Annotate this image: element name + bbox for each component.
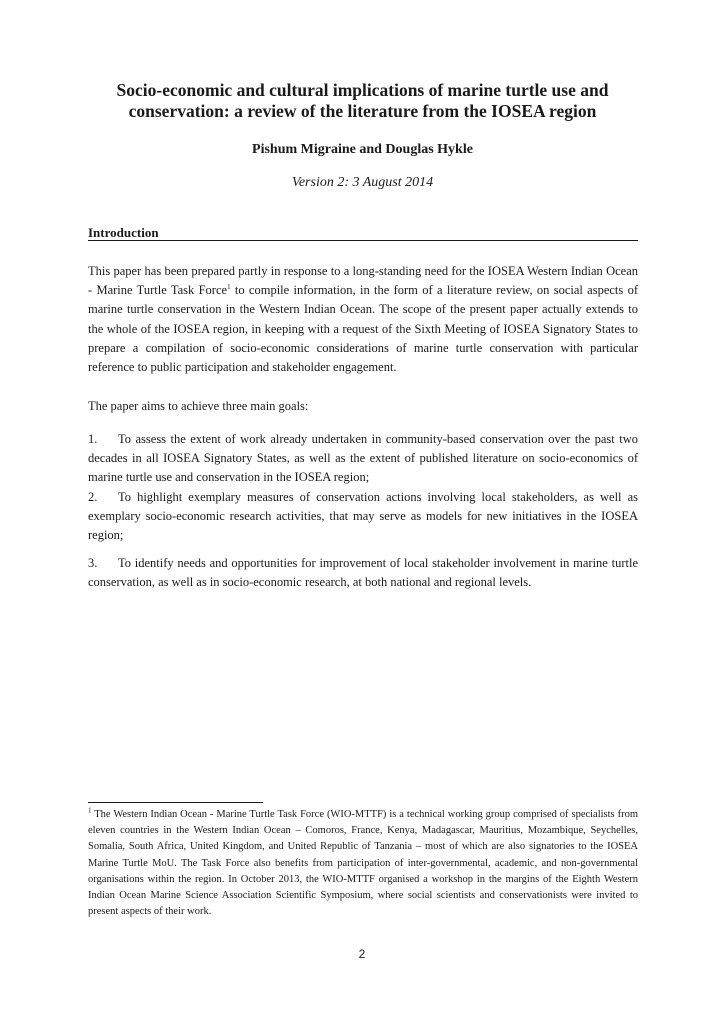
footnote-text: The Western Indian Ocean - Marine Turtle Task Force (WIO-MTTF) is a technical working group comprised of specialists from eleven countries in the Western Indian Ocean – Comoros, France, Kenya, Madagascar, Mauritius, Mozambique, Seychelles, Somalia, South Africa, United Kingdom, and United Republic of Tanzania – most of which are also signatories to the IOSEA Marine Turtle MoU. The Task Force also benefits from participation of inter-governmental, academic, and non-governmental organisations within the region. In October 2013, the WIO-MTTF organised a workshop in the margins of the Eighth Western Indian Ocean Marine Science Association Scientific Symposium, where social scientists and conservationists were invited to present aspects of their work.	[88, 809, 638, 918]
intro-paragraph-1-text-b: to compile information, in the form of a literature review, on social aspects of marine turtle conservation in the Western Indian Ocean. The scope of the present paper actually extends to the whole of the IOSEA region, in keeping with a request of the Sixth Meeting of IOSEA Signatory States to prepare a compilation of socio-economic considerations of marine turtle conservation with particular reference to public participation and stakeholder engagement.	[88, 283, 639, 375]
intro-paragraph-1	[88, 262, 638, 377]
goal-text: To identify needs and opportunities for improvement of local stakeholder involvement in marine turtle conservation, as well as in socio-economic research, at both national and regional levels.	[88, 556, 638, 590]
footnote-mark: 1	[88, 806, 92, 815]
goal-number: 2.	[88, 490, 98, 504]
page-number: 2	[358, 947, 366, 961]
intro-paragraph-1-text-a: This paper has been prepared partly in response to a long-standing need for the IOSEA Western Indian Ocean - Marine Turtle Task Force	[88, 264, 638, 298]
heading-rule	[88, 240, 638, 241]
goal-item-2	[88, 488, 638, 546]
document-authors: Pishum Migraine and Douglas Hykle	[252, 142, 473, 157]
section-heading-introduction: Introduction	[88, 225, 159, 240]
goal-text: To assess the extent of work already undertaken in community-based conservation over the past two decades in all IOSEA Signatory States, as well as the extent of published literature on socio-economics of marine turtle use and conservation in the IOSEA region;	[88, 432, 638, 485]
footnote-separator	[88, 802, 263, 803]
goal-item-3	[88, 554, 638, 592]
document-title: Socio-economic and cultural implications of marine turtle use and conservation: a review of the literature from the IOSEA region	[116, 80, 609, 121]
intro-paragraph-2: The paper aims to achieve three main goals:	[88, 399, 309, 413]
footnote	[88, 807, 638, 920]
goal-number: 1.	[88, 432, 98, 446]
document-version: Version 2: 3 August 2014	[291, 175, 434, 190]
goal-item-1	[88, 430, 638, 488]
goal-text: To highlight exemplary measures of conservation actions involving local stakeholders, as well as exemplary socio-economic research activities, that may serve as models for new initiatives in the IOSEA region;	[88, 490, 638, 543]
footnote-reference: 1	[227, 283, 231, 292]
goal-number: 3.	[88, 556, 98, 570]
